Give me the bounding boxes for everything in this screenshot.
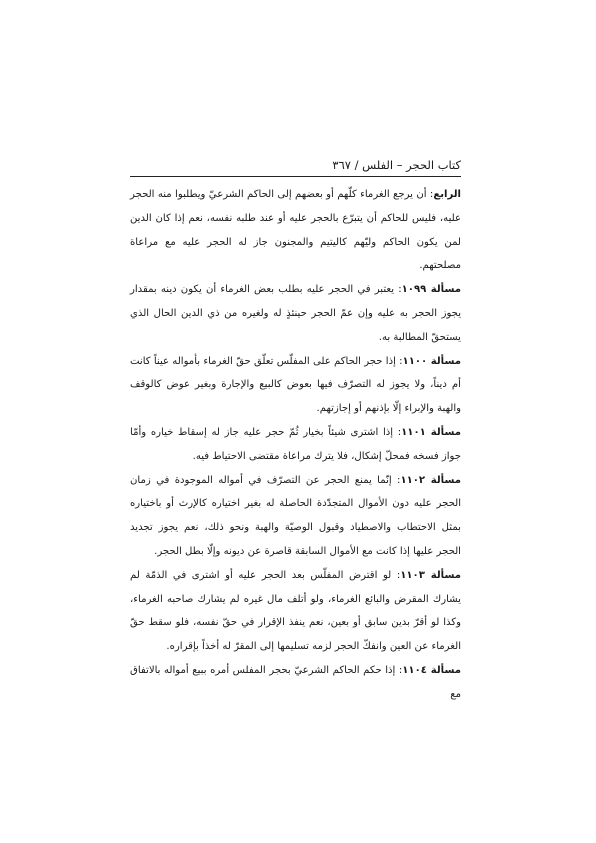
paragraph-text: : إذا حجر الحاكم على المفلّس تعلّق حقّ الغرماء بأمواله عيناً كانت أم ديناً، ولا يجوز له التصرّف فيها بعوض كالبيع والإجارة وبغير عوض كالوقف والهبة والإبراء إلّا بإذنهم أو إجازتهم. xyxy=(130,355,461,415)
running-header: كتاب الحجر – الفلس / ٣٦٧ xyxy=(332,158,461,172)
paragraph-text: : لو اقترض المفلّس بعد الحجر عليه أو اشترى في الذمّة لم يشارك المقرض والبائع الغرماء، ولو أتلف مال غيره لم يشارك صاحبه الغرماء، وكذا لو أقرّ بدين سابق أو بعين، نعم ينفذ الإقرار في حقّ نفسه، فلو سقط حقّ الغرماء عن العين وانفكّ الحجر لزمه تسليمها إلى المقرّ له أخذاً بإقراره. xyxy=(130,569,461,653)
paragraph-text: : يعتبر في الحجر عليه بطلب بعض الغرماء أن يكون دينه بمقدار يجوز الحجر به عليه وإن عمّ الحجر حينئذٍ له ولغيره من ذي الدين الحال الذي يستحقّ المطالبة به. xyxy=(130,284,461,343)
paragraph-issue-1103 xyxy=(130,564,461,659)
paragraph-term: الرابع xyxy=(433,189,461,200)
body-text xyxy=(130,183,461,707)
header-rule xyxy=(130,176,461,177)
paragraph-term: مسألة ١٠٩٩ xyxy=(401,284,461,296)
paragraph-text: : إذا اشترى شيئاً بخيار ثُمّ حجر عليه جاز له إسقاط خياره وأمّا جواز فسخه فمحلّ إشكال، فلا يترك مراعاة مقتضى الاحتياط فيه. xyxy=(130,426,461,462)
paragraph-issue-1101 xyxy=(130,421,461,469)
paragraph-term: مسألة ١١٠٣ xyxy=(400,569,461,581)
paragraph-text: : أن يرجع الغرماء كلّهم أو بعضهم إلى الحاكم الشرعيّ ويطلبوا منه الحجر عليه، فليس للحاكم أن يتبرّع بالحجر عليه أو عند طلبه نفسه، نعم إذا كان الدين لمن يكون الحاكم وليّهم كاليتيم والمجنون جاز له الحجر عليه مع مراعاة مصلحتهم. xyxy=(130,189,461,272)
paragraph-term: مسألة ١١٠٢ xyxy=(400,474,461,486)
paragraph-issue-1104 xyxy=(130,659,461,707)
paragraph-text: : إذا حكم الحاكم الشرعيّ بحجر المفلس أمره ببيع أمواله بالاتفاق مع xyxy=(130,664,461,700)
paragraph-text: : إنّما يمنع الحجر عن التصرّف في أمواله الموجودة في زمان الحجر عليه دون الأموال المتجدّدة الحاصلة له بغير اختياره كالإرث أو باختياره بمثل الاحتطاب والاصطياد وقبول الوصيّة والهبة ونحو ذلك، نعم يجوز تجديد الحجر عليها إذا كانت مع الأموال السابقة قاصرة عن ديونه وإلّا بطل الحجر. xyxy=(130,474,461,557)
paragraph-issue-1102 xyxy=(130,469,461,564)
paragraph-issue-1100 xyxy=(130,350,461,421)
paragraph-fourth-condition xyxy=(130,183,461,278)
paragraph-term: مسألة ١١٠٤ xyxy=(402,664,461,676)
paragraph-issue-1099 xyxy=(130,278,461,349)
paragraph-term: مسألة ١١٠٠ xyxy=(402,355,461,367)
paragraph-term: مسألة ١١٠١ xyxy=(401,426,461,438)
